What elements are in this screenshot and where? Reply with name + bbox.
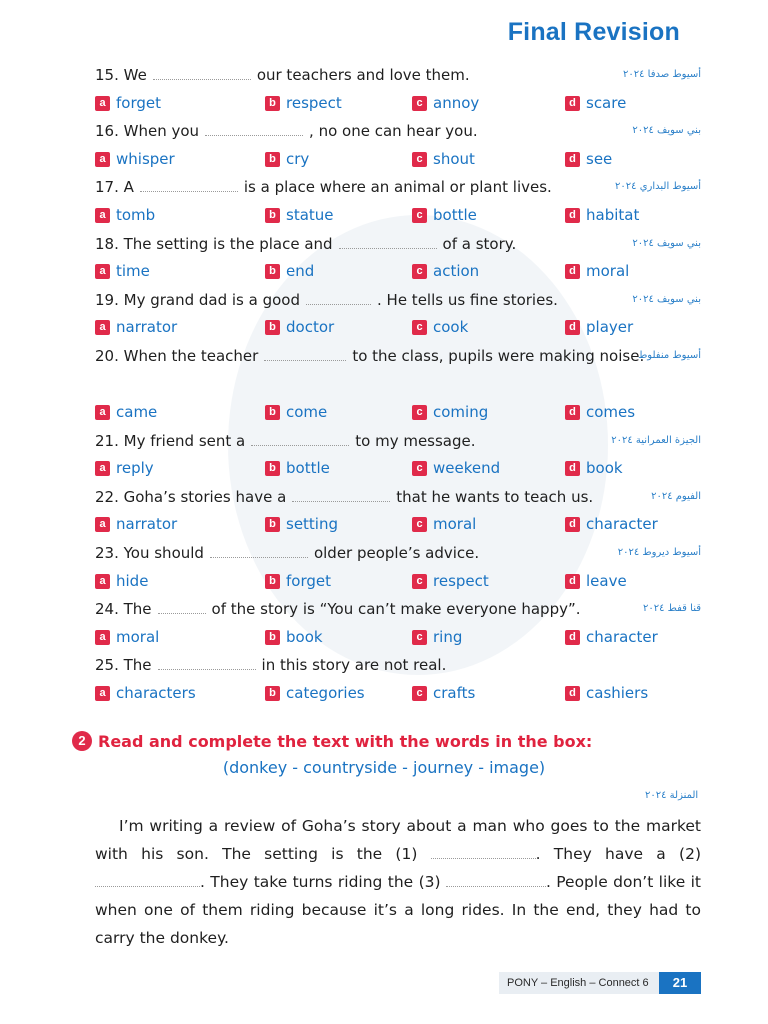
- option-letter-badge: c: [412, 152, 427, 167]
- question-prefix: 24. The: [95, 600, 152, 618]
- option-d[interactable]: [565, 259, 629, 283]
- question-text: [95, 488, 593, 506]
- option-letter-badge: d: [565, 686, 580, 701]
- question-row: [95, 597, 701, 621]
- options-row: [95, 315, 701, 339]
- section-number-badge: 2: [72, 731, 92, 751]
- options-row: [95, 400, 701, 424]
- option-d[interactable]: [565, 400, 635, 424]
- answer-blank[interactable]: [306, 290, 371, 305]
- answer-blank[interactable]: [140, 177, 238, 192]
- section-2-header: [72, 731, 592, 751]
- option-b[interactable]: [265, 681, 365, 705]
- option-letter-badge: b: [265, 461, 280, 476]
- option-letter-badge: b: [265, 152, 280, 167]
- option-label: came: [116, 403, 158, 421]
- option-label: habitat: [586, 206, 640, 224]
- option-b[interactable]: [265, 456, 330, 480]
- option-c[interactable]: [412, 91, 479, 115]
- option-letter-badge: b: [265, 264, 280, 279]
- answer-blank[interactable]: [158, 655, 256, 670]
- option-label: cashiers: [586, 684, 649, 702]
- question-prefix: 25. The: [95, 656, 152, 674]
- option-letter-badge: b: [265, 574, 280, 589]
- question-suffix: . He tells us fine stories.: [377, 291, 558, 309]
- option-b[interactable]: [265, 400, 327, 424]
- option-c[interactable]: [412, 400, 488, 424]
- question-text: [95, 432, 476, 450]
- option-c[interactable]: [412, 569, 489, 593]
- option-label: tomb: [116, 206, 156, 224]
- option-label: narrator: [116, 515, 178, 533]
- option-letter-badge: a: [95, 96, 110, 111]
- question-prefix: 15. We: [95, 66, 147, 84]
- option-letter-badge: c: [412, 686, 427, 701]
- question-suffix: that he wants to teach us.: [396, 488, 594, 506]
- completion-paragraph: [95, 812, 701, 952]
- option-letter-badge: b: [265, 96, 280, 111]
- option-a[interactable]: [95, 91, 161, 115]
- page-number: 21: [659, 972, 701, 994]
- option-letter-badge: d: [565, 517, 580, 532]
- options-row: [95, 91, 701, 115]
- paragraph-part-3: . They take turns riding the (3): [200, 873, 441, 891]
- option-c[interactable]: [412, 681, 475, 705]
- options-row: [95, 456, 701, 480]
- option-letter-badge: d: [565, 96, 580, 111]
- exam-source: أسيوط البداري ٢٠٢٤: [615, 181, 701, 192]
- option-c[interactable]: [412, 456, 500, 480]
- option-label: leave: [586, 572, 627, 590]
- option-letter-badge: a: [95, 574, 110, 589]
- option-b[interactable]: [265, 512, 338, 536]
- option-d[interactable]: [565, 512, 658, 536]
- option-label: annoy: [433, 94, 480, 112]
- option-c[interactable]: [412, 625, 462, 649]
- exam-source: أسيوط صدفا ٢٠٢٤: [623, 69, 701, 80]
- option-a[interactable]: [95, 625, 159, 649]
- question-text: [95, 347, 644, 365]
- option-letter-badge: c: [412, 574, 427, 589]
- option-label: cry: [286, 150, 310, 168]
- option-letter-badge: b: [265, 630, 280, 645]
- blank-3[interactable]: [446, 872, 546, 887]
- blank-2[interactable]: [95, 872, 200, 887]
- question-row: [95, 429, 701, 453]
- question-row: [95, 175, 701, 199]
- option-letter-badge: a: [95, 461, 110, 476]
- answer-blank[interactable]: [158, 599, 206, 614]
- exam-source: أسيوط منفلوط: [638, 350, 701, 361]
- option-label: player: [586, 318, 634, 336]
- question-row: [95, 485, 701, 509]
- option-letter-badge: d: [565, 320, 580, 335]
- option-label: see: [586, 150, 613, 168]
- question-prefix: 21. My friend sent a: [95, 432, 246, 450]
- option-letter-badge: b: [265, 405, 280, 420]
- options-row: [95, 147, 701, 171]
- option-a[interactable]: [95, 315, 177, 339]
- option-c[interactable]: [412, 259, 479, 283]
- option-label: bottle: [286, 459, 330, 477]
- answer-blank[interactable]: [251, 431, 349, 446]
- option-letter-badge: d: [565, 405, 580, 420]
- option-a[interactable]: [95, 681, 196, 705]
- option-letter-badge: c: [412, 264, 427, 279]
- question-text: [95, 122, 478, 140]
- option-a[interactable]: [95, 569, 148, 593]
- option-label: bottle: [433, 206, 477, 224]
- option-label: end: [286, 262, 315, 280]
- option-label: character: [586, 515, 658, 533]
- option-label: doctor: [286, 318, 335, 336]
- options-row: [95, 625, 701, 649]
- exam-source: بني سويف ٢٠٢٤: [632, 125, 701, 136]
- option-label: ring: [433, 628, 463, 646]
- options-row: [95, 681, 701, 705]
- question-prefix: 23. You should: [95, 544, 204, 562]
- question-prefix: 19. My grand dad is a good: [95, 291, 300, 309]
- exam-source: بني سويف ٢٠٢٤: [632, 238, 701, 249]
- paragraph-part-1: I’m writing a review of Goha’s story about a man who goes to the market with his son. The setting is the (1): [95, 817, 701, 863]
- option-label: hide: [116, 572, 149, 590]
- option-b[interactable]: [265, 147, 309, 171]
- answer-blank[interactable]: [264, 346, 346, 361]
- option-letter-badge: d: [565, 264, 580, 279]
- option-label: weekend: [433, 459, 501, 477]
- question-text: [95, 235, 516, 253]
- question-suffix: of a story.: [442, 235, 517, 253]
- question-row: [95, 541, 701, 565]
- option-b[interactable]: [265, 91, 342, 115]
- option-label: respect: [433, 572, 489, 590]
- answer-blank[interactable]: [292, 487, 390, 502]
- option-letter-badge: d: [565, 630, 580, 645]
- option-c[interactable]: [412, 315, 468, 339]
- option-label: shout: [433, 150, 475, 168]
- option-a[interactable]: [95, 456, 154, 480]
- answer-blank[interactable]: [210, 543, 308, 558]
- option-label: forget: [286, 572, 331, 590]
- option-label: scare: [586, 94, 627, 112]
- exam-source: بني سويف ٢٠٢٤: [632, 294, 701, 305]
- options-row: [95, 259, 701, 283]
- option-letter-badge: a: [95, 320, 110, 335]
- word-box: (donkey - countryside - journey - image): [222, 758, 546, 777]
- question-text: [95, 291, 558, 309]
- option-label: statue: [286, 206, 334, 224]
- option-letter-badge: a: [95, 405, 110, 420]
- option-letter-badge: a: [95, 630, 110, 645]
- option-label: comes: [586, 403, 636, 421]
- option-d[interactable]: [565, 315, 633, 339]
- option-letter-badge: c: [412, 208, 427, 223]
- option-letter-badge: c: [412, 405, 427, 420]
- option-label: time: [116, 262, 150, 280]
- question-prefix: 18. The setting is the place and: [95, 235, 333, 253]
- option-a[interactable]: [95, 147, 175, 171]
- exam-source: الجيزة العمرانية ٢٠٢٤: [611, 435, 701, 446]
- option-label: moral: [433, 515, 477, 533]
- option-d[interactable]: [565, 456, 623, 480]
- option-label: coming: [433, 403, 489, 421]
- option-d[interactable]: [565, 569, 627, 593]
- option-letter-badge: c: [412, 630, 427, 645]
- option-label: characters: [116, 684, 196, 702]
- options-row: [95, 512, 701, 536]
- option-label: crafts: [433, 684, 476, 702]
- option-b[interactable]: [265, 203, 334, 227]
- option-b[interactable]: [265, 259, 314, 283]
- option-label: respect: [286, 94, 342, 112]
- option-label: categories: [286, 684, 365, 702]
- question-row: [95, 119, 701, 143]
- option-c[interactable]: [412, 512, 476, 536]
- question-row: [95, 63, 701, 87]
- option-d[interactable]: [565, 625, 658, 649]
- option-label: action: [433, 262, 480, 280]
- option-letter-badge: b: [265, 517, 280, 532]
- option-letter-badge: d: [565, 152, 580, 167]
- question-prefix: 22. Goha’s stories have a: [95, 488, 287, 506]
- question-prefix: 20. When the teacher: [95, 347, 259, 365]
- option-d[interactable]: [565, 681, 648, 705]
- question-text: [95, 66, 470, 84]
- option-a[interactable]: [95, 400, 157, 424]
- exam-source: أسيوط ديروط ٢٠٢٤: [617, 547, 701, 558]
- option-letter-badge: a: [95, 208, 110, 223]
- option-letter-badge: a: [95, 686, 110, 701]
- section-title: Read and complete the text with the words in the box:: [98, 731, 593, 751]
- option-label: reply: [116, 459, 154, 477]
- option-letter-badge: c: [412, 96, 427, 111]
- option-c[interactable]: [412, 147, 475, 171]
- option-c[interactable]: [412, 203, 477, 227]
- exam-source: الفيوم ٢٠٢٤: [651, 491, 701, 502]
- option-d[interactable]: [565, 203, 639, 227]
- exam-source: قنا قفط ٢٠٢٤: [642, 603, 701, 614]
- option-letter-badge: b: [265, 320, 280, 335]
- answer-blank[interactable]: [153, 65, 251, 80]
- option-letter-badge: a: [95, 517, 110, 532]
- paragraph-part-2: . They have a (2): [535, 845, 701, 863]
- option-label: book: [286, 628, 323, 646]
- answer-blank[interactable]: [339, 234, 437, 249]
- option-b[interactable]: [265, 625, 323, 649]
- section-source: المنزلة ٢٠٢٤: [645, 790, 699, 801]
- option-letter-badge: b: [265, 686, 280, 701]
- option-a[interactable]: [95, 203, 155, 227]
- option-label: book: [586, 459, 623, 477]
- option-label: whisper: [116, 150, 175, 168]
- option-label: forget: [116, 94, 161, 112]
- question-suffix: to the class, pupils were making noise.: [352, 347, 645, 365]
- question-prefix: 17. A: [95, 178, 134, 196]
- option-d[interactable]: [565, 147, 612, 171]
- option-b[interactable]: [265, 315, 334, 339]
- question-row: [95, 344, 701, 368]
- option-letter-badge: d: [565, 461, 580, 476]
- question-suffix: , no one can hear you.: [309, 122, 478, 140]
- question-suffix: older people’s advice.: [313, 544, 480, 562]
- footer-text: PONY – English – Connect 6: [499, 972, 659, 994]
- question-text: [95, 544, 479, 562]
- option-letter-badge: c: [412, 461, 427, 476]
- option-label: cook: [433, 318, 469, 336]
- option-label: character: [586, 628, 658, 646]
- option-label: narrator: [116, 318, 178, 336]
- page-title: Final Revision: [507, 18, 680, 46]
- option-letter-badge: c: [412, 320, 427, 335]
- footer: [499, 972, 701, 994]
- paragraph-part-4: . People don’t like it when one of them riding because it’s a long rides. In the end, they had to carry the donkey.: [95, 873, 701, 947]
- answer-blank[interactable]: [205, 121, 303, 136]
- option-letter-badge: a: [95, 152, 110, 167]
- question-text: [95, 178, 552, 196]
- question-text: [95, 656, 446, 674]
- question-text: [95, 600, 581, 618]
- question-suffix: of the story is “You can’t make everyone happy”.: [211, 600, 581, 618]
- option-label: come: [286, 403, 328, 421]
- option-label: moral: [116, 628, 160, 646]
- option-letter-badge: c: [412, 517, 427, 532]
- option-d[interactable]: [565, 91, 626, 115]
- question-suffix: is a place where an animal or plant lives.: [243, 178, 552, 196]
- option-letter-badge: d: [565, 208, 580, 223]
- option-label: setting: [286, 515, 339, 533]
- question-prefix: 16. When you: [95, 122, 200, 140]
- question-row: [95, 653, 701, 677]
- option-label: moral: [586, 262, 630, 280]
- question-row: [95, 288, 701, 312]
- blank-1[interactable]: [431, 844, 536, 859]
- option-letter-badge: b: [265, 208, 280, 223]
- option-letter-badge: a: [95, 264, 110, 279]
- option-a[interactable]: [95, 512, 177, 536]
- options-row: [95, 203, 701, 227]
- options-row: [95, 569, 701, 593]
- question-suffix: in this story are not real.: [261, 656, 447, 674]
- option-letter-badge: d: [565, 574, 580, 589]
- question-suffix: to my message.: [355, 432, 476, 450]
- option-b[interactable]: [265, 569, 331, 593]
- question-row: [95, 232, 701, 256]
- option-a[interactable]: [95, 259, 150, 283]
- question-suffix: our teachers and love them.: [256, 66, 470, 84]
